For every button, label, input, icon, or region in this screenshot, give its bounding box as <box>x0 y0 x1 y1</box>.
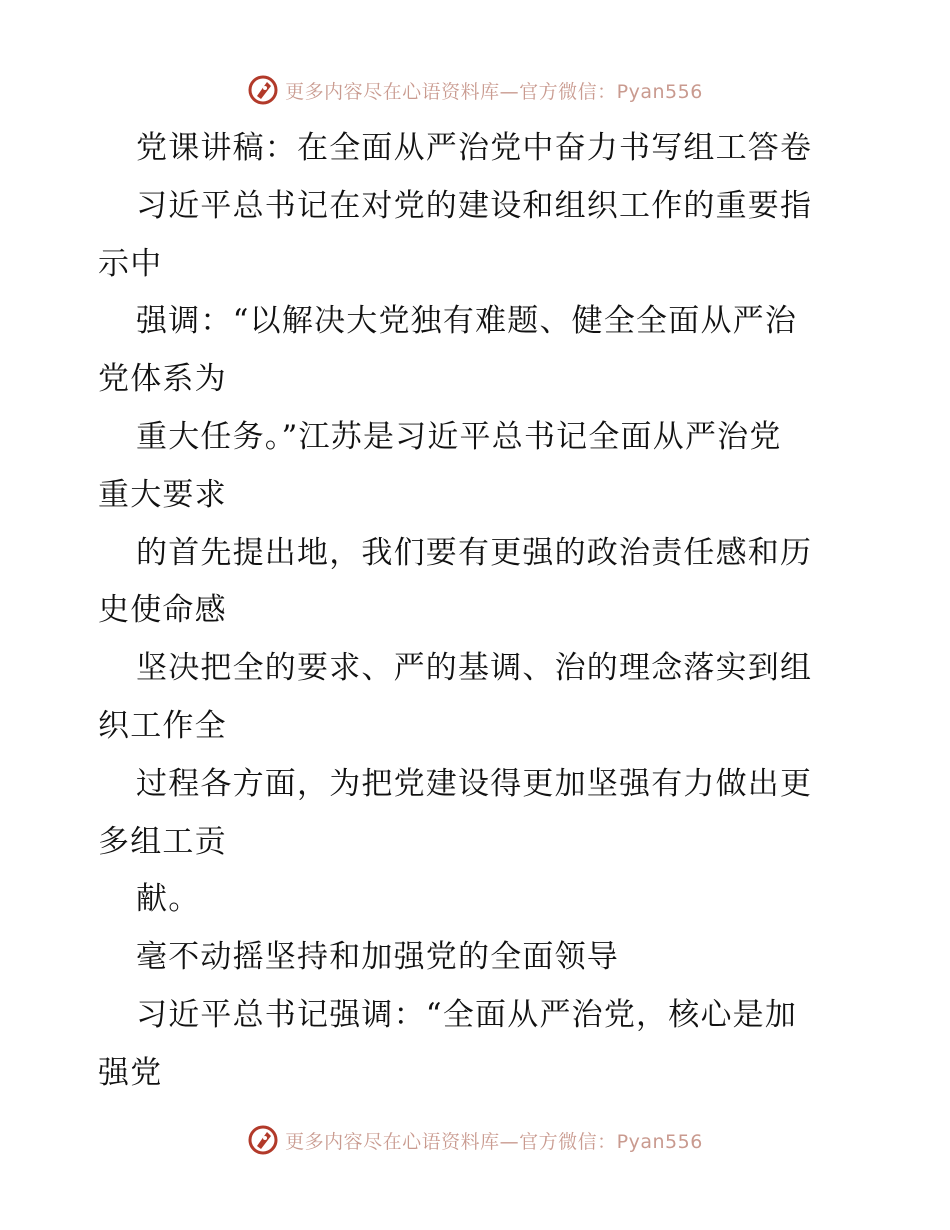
footer-banner-text: 更多内容尽在心语资料库—官方微信：Pyan556 <box>285 1130 703 1153</box>
paragraph-line: 重大任务。”江苏是习近平总书记全面从严治党 <box>136 418 782 455</box>
paragraph-line: 史使命感 <box>98 592 227 629</box>
paragraph-line: 献。 <box>136 881 201 918</box>
paragraph-line: 的首先提出地，我们要有更强的政治责任感和历 <box>136 534 813 571</box>
paragraph-line: 重大要求 <box>98 476 227 513</box>
pen-nib-icon <box>247 74 279 106</box>
section-heading: 毫不动摇坚持和加强党的全面领导 <box>136 939 619 976</box>
paragraph-line: 强调：“以解决大党独有难题、健全全面从严治 <box>136 303 798 340</box>
paragraph-line: 织工作全 <box>98 707 227 744</box>
header-banner <box>0 70 950 110</box>
paragraph-line: 强党 <box>98 1054 163 1091</box>
paragraph-line: 坚决把全的要求、严的基调、治的理念落实到组 <box>136 650 813 687</box>
paragraph-line: 示中 <box>98 245 163 282</box>
footer-banner <box>0 1120 950 1160</box>
paragraph-line: 党体系为 <box>98 361 227 398</box>
pen-nib-icon <box>247 1124 279 1156</box>
paragraph-line: 多组工贡 <box>98 823 227 860</box>
header-banner-text: 更多内容尽在心语资料库—官方微信：Pyan556 <box>285 80 703 103</box>
paragraph-line: 过程各方面，为把党建设得更加坚强有力做出更 <box>136 765 813 802</box>
document-body <box>98 120 858 1103</box>
paragraph-line: 习近平总书记强调：“全面从严治党，核心是加 <box>136 996 798 1033</box>
document-title: 党课讲稿：在全面从严治党中奋力书写组工答卷 <box>136 130 813 166</box>
paragraph-line: 习近平总书记在对党的建设和组织工作的重要指 <box>136 187 813 224</box>
